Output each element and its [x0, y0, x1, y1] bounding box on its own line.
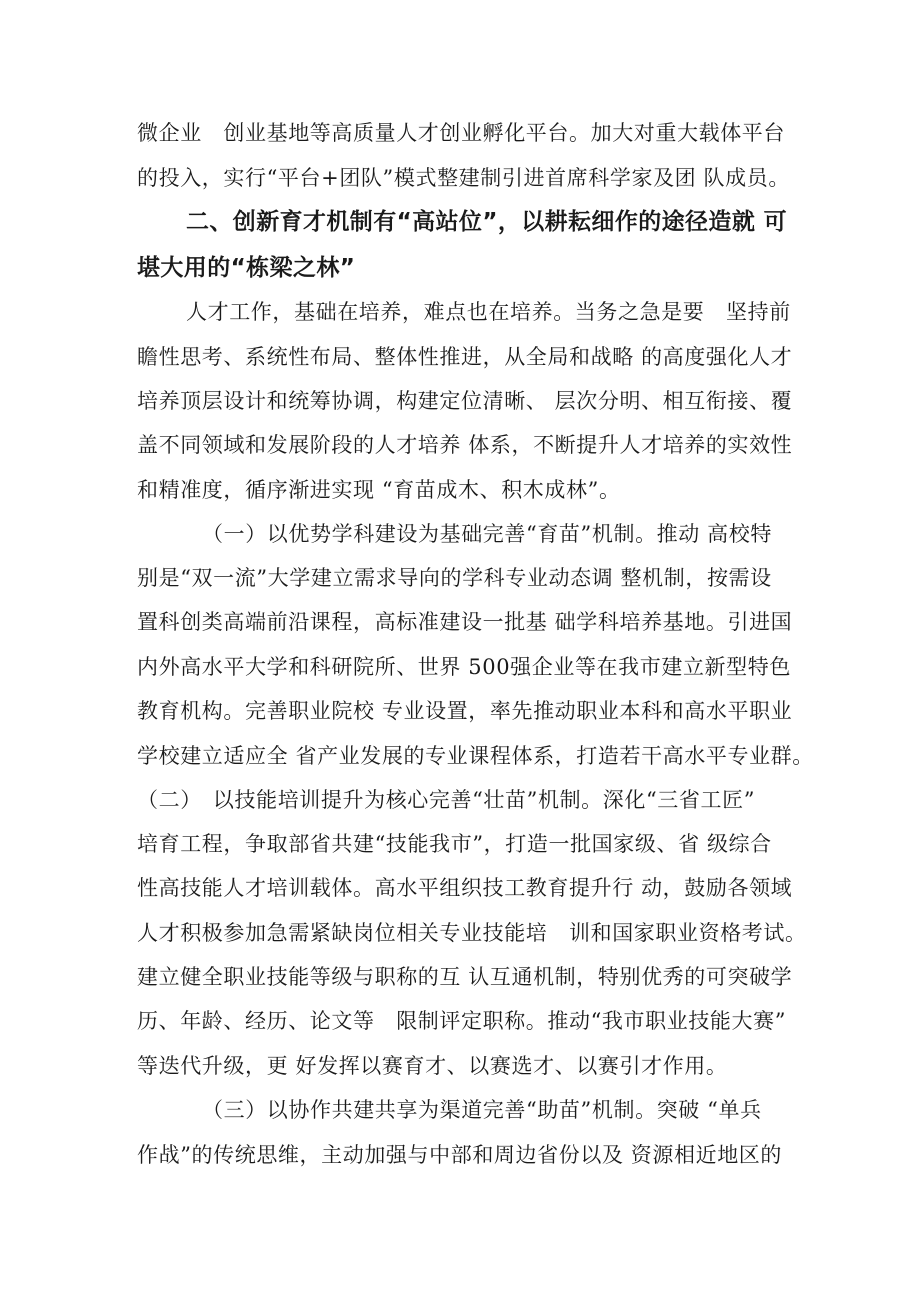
body-line: （三）以协作共建共享为渠道完善“助苗”机制。突破 “单兵	[202, 1098, 762, 1122]
body-line: 别是“双一流”大学建立需求导向的学科专业动态调 整机制，按需设	[137, 566, 772, 590]
body-line: 教育机构。完善职业院校 专业设置，率先推动职业本科和高水平职业	[137, 699, 793, 723]
body-line: 内外高水平大学和科研院所、世界 500强企业等在我市建立新型特色	[137, 655, 791, 679]
section-heading-line: 二、创新育才机制有“高站位”，以耕耘细作的途径造就 可	[186, 209, 788, 235]
body-line: 培养顶层设计和统筹协调，构建定位清晰、 层次分明、相互衔接、覆	[137, 389, 793, 413]
body-line: 建立健全职业技能等级与职称的互 认互通机制，特别优秀的可突破学	[137, 965, 793, 989]
section-heading-line: 堪大用的“栋梁之林”	[137, 255, 356, 281]
body-line: 人才工作，基础在培养，难点也在培养。当务之急是要 坚持前	[186, 300, 791, 324]
body-line: 性高技能人才培训载体。高水平组织技工教育提升行 动，鼓励各领域	[137, 876, 793, 900]
body-line: 微企业 创业基地等高质量人才创业孵化平台。加大对重大载体平台	[137, 121, 785, 145]
body-line: （二） 以技能培训提升为核心完善“壮苗”机制。深化“三省工匠”	[137, 788, 756, 812]
body-line: 等迭代升级，更 好发挥以赛育才、以赛选才、以赛引才作用。	[137, 1054, 728, 1078]
body-line: 培育工程，争取部省共建“技能我市”，打造一批国家级、省 级综合	[137, 832, 772, 856]
body-line: 学校建立适应全 省产业发展的专业课程体系，打造若干高水平专业群。	[137, 744, 814, 768]
body-line: 瞻性思考、系统性布局、整体性推进，从全局和战略 的高度强化人才	[137, 345, 793, 369]
body-line: 作战”的传统思维，主动加强与中部和周边省份以及 资源相近地区的	[137, 1143, 783, 1167]
body-line: 盖不同领域和发展阶段的人才培养 体系，不断提升人才培养的实效性	[137, 433, 793, 457]
body-line: 历、年龄、经历、论文等 限制评定职称。推动“我市职业技能大赛”	[137, 1009, 787, 1033]
body-line: 的投入，实行“平台+团队”模式整建制引进首席科学家及团 队成员。	[137, 166, 790, 190]
body-line: （一）以优势学科建设为基础完善“育苗”机制。推动 高校特	[202, 522, 772, 546]
body-line: 人才积极参加急需紧缺岗位相关专业技能培 训和国家职业资格考试。	[137, 921, 807, 945]
body-line: 和精准度，循序渐进实现 “育苗成木、积木成林”。	[137, 478, 621, 502]
body-line: 置科创类高端前沿课程，高标准建设一批基 础学科培养基地。引进国	[137, 610, 793, 634]
